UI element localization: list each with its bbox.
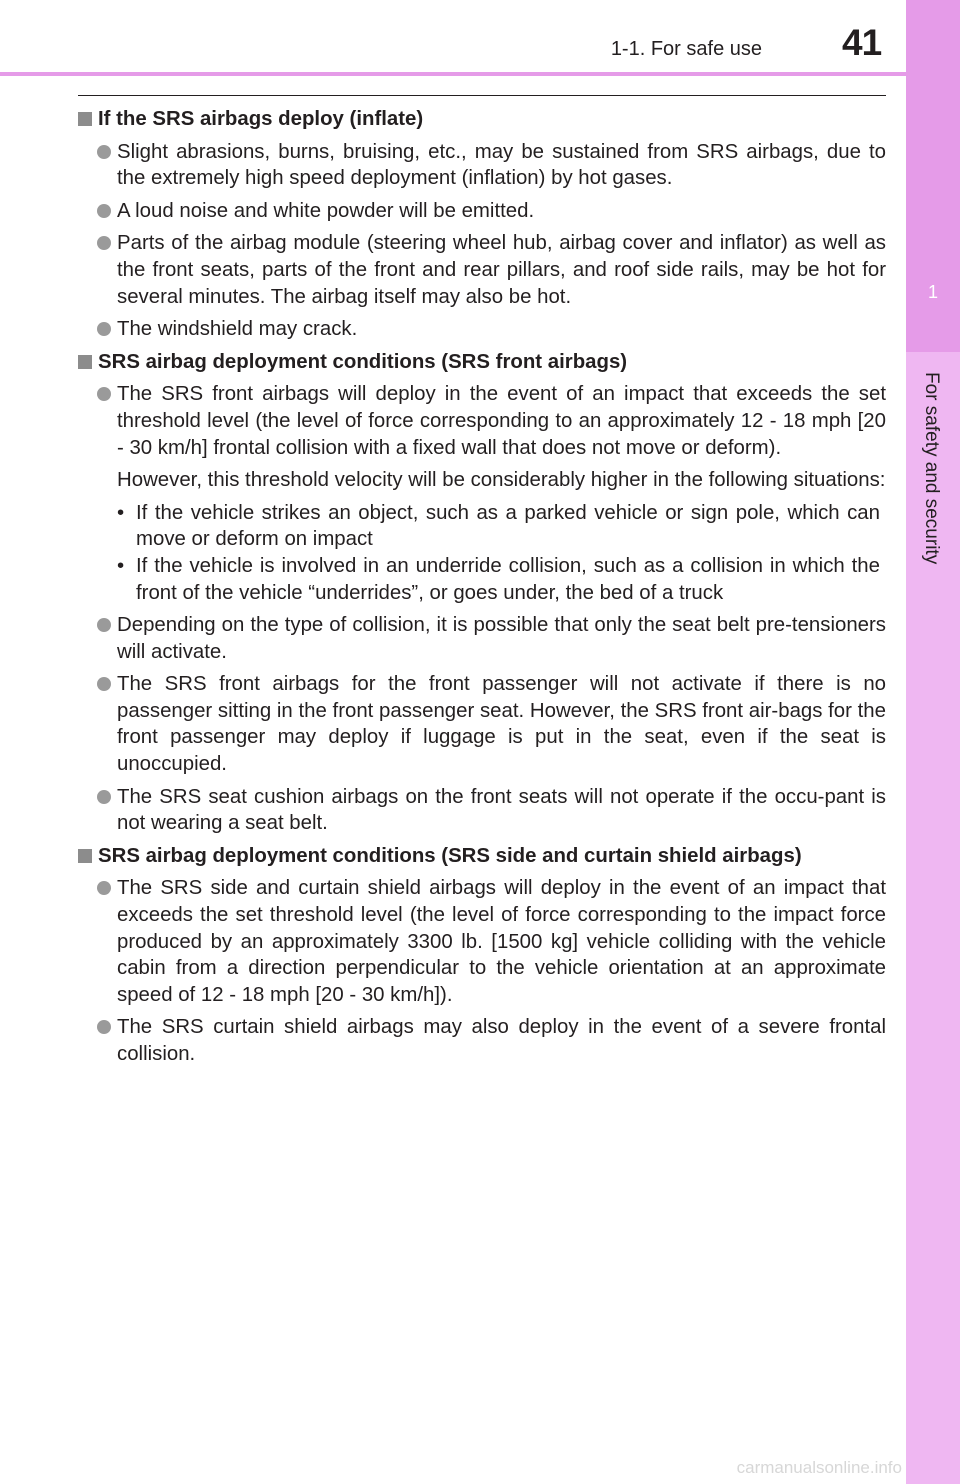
list-item: The SRS curtain shield airbags may also deploy in the event of a severe frontal collision. — [78, 1014, 886, 1067]
dot-bullet-icon: • — [117, 501, 125, 524]
round-bullet-icon — [97, 790, 111, 804]
round-bullet-icon — [97, 236, 111, 250]
round-bullet-icon — [97, 204, 111, 218]
running-header-section: 1-1. For safe use — [610, 38, 762, 60]
sub-list — [78, 500, 886, 606]
list-item: The SRS front airbags for the front passenger will not activate if there is no passenger sitting in the front passenger seat. However, the SRS front air-bags for the front passenger may deploy if luggage is put in the seat, even if the seat is unoccupied. — [78, 671, 886, 777]
section-heading: If the SRS airbags deploy (inflate) — [78, 106, 886, 133]
list-item: A loud noise and white powder will be emitted. — [78, 198, 886, 225]
page-number: 41 — [842, 22, 882, 63]
round-bullet-icon — [97, 677, 111, 691]
list-item: Slight abrasions, burns, bruising, etc., may be sustained from SRS airbags, due to the extremely high speed deployment (inflation) by hot gases. — [78, 139, 886, 192]
note-paragraph: However, this threshold velocity will be considerably higher in the following situations: — [117, 469, 886, 492]
watermark: carmanualsonline.info — [736, 1458, 902, 1477]
round-bullet-icon — [97, 881, 111, 895]
square-bullet-icon — [78, 849, 92, 863]
round-bullet-icon — [97, 322, 111, 336]
list-item: The SRS side and curtain shield airbags will deploy in the event of an impact that exceeds the set threshold level (the level of force corresponding to the impact force produced by an approximately 3300 lb. [1500 kg] vehicle colliding with the vehicle cabin from a direction perpendicular to the vehicle orientation at an approximate speed of 12 - 18 mph [20 - 30 km/h]). — [78, 875, 886, 1008]
round-bullet-icon — [97, 618, 111, 632]
chapter-side-tab — [906, 0, 960, 1484]
list-item: Parts of the airbag module (steering wheel hub, airbag cover and inflator) as well as the front seats, parts of the front and rear pillars, and roof side rails, may be hot for several minutes. The airbag itself may also be hot. — [78, 230, 886, 310]
sub-list-item: • If the vehicle strikes an object, such as a parked vehicle or sign pole, which can move or deform on impact — [117, 501, 880, 551]
round-bullet-icon — [97, 145, 111, 159]
round-bullet-icon — [97, 1020, 111, 1034]
list-item: Depending on the type of collision, it is possible that only the seat belt pre-tensioners will activate. — [78, 612, 886, 665]
square-bullet-icon — [78, 355, 92, 369]
list-item: The SRS front airbags will deploy in the event of an impact that exceeds the set threshold level (the level of force corresponding to an approximately 12 - 18 mph [20 - 30 km/h] frontal collision with a fixed wall that does not move or deform). — [78, 381, 886, 461]
page-content — [78, 106, 886, 1074]
list-item: The SRS seat cushion airbags on the front seats will not operate if the occu-pant is not wearing a seat belt. — [78, 784, 886, 837]
list-item: The windshield may crack. — [78, 316, 886, 343]
dot-bullet-icon: • — [117, 554, 125, 577]
sub-list-item: • If the vehicle is involved in an underride collision, such as a collision in which the front of the vehicle “underrides”, or goes under, the bed of a truck — [117, 554, 880, 604]
chapter-number: 1 — [927, 282, 938, 302]
content-top-rule — [78, 95, 886, 96]
section-heading: SRS airbag deployment conditions (SRS side and curtain shield airbags) — [78, 843, 886, 870]
section-heading: SRS airbag deployment conditions (SRS front airbags) — [78, 349, 886, 376]
header-rule — [0, 72, 906, 76]
square-bullet-icon — [78, 112, 92, 126]
round-bullet-icon — [97, 387, 111, 401]
chapter-title: For safety and security — [921, 372, 942, 565]
